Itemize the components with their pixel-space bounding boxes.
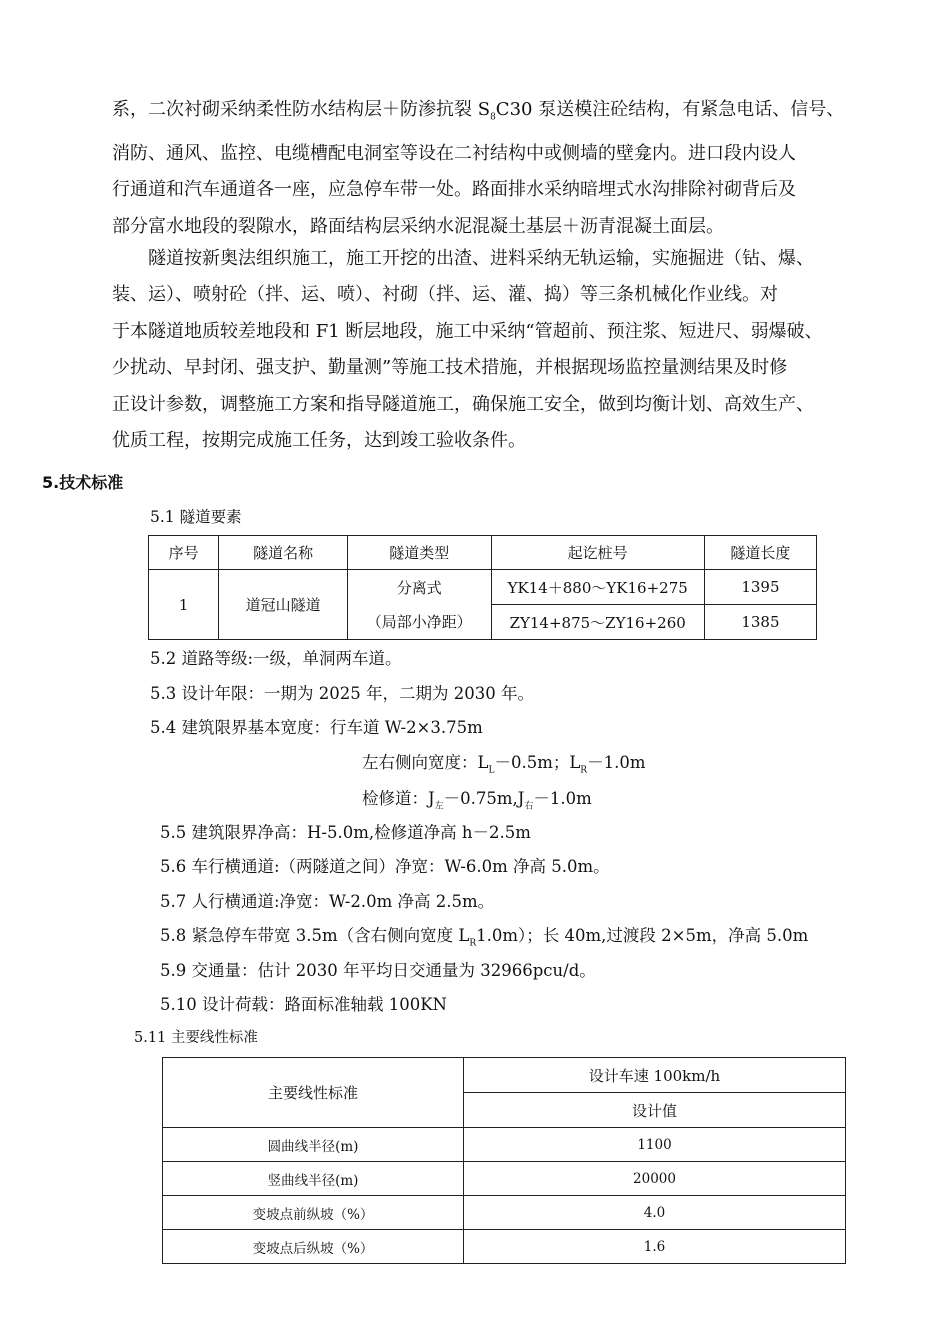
table-row: [163, 1230, 846, 1264]
standard-5-8: 5.8 紧急停车带宽 3.5m（含右侧向宽度 $L_R1.0m$）；长 40m,过渡段 2×5m，净高 5.0m: [160, 926, 809, 949]
standard-5-7: 5.7 人行横通道:净宽：W-2.0m 净高 2.5m。: [160, 892, 495, 911]
table-cell: 竖曲线半径(m): [163, 1162, 464, 1196]
table-header-row: [149, 536, 817, 570]
standard-5-4-maintenance-way: 检修道：$J_左-0.75m,J_右-1.0m$: [362, 789, 592, 812]
column-header: 设计车速 100km/h: [464, 1058, 846, 1093]
paragraph-construction: [112, 241, 872, 459]
column-header: 设计值: [464, 1093, 846, 1128]
text-line: 消防、通风、监控、电缆槽配电洞室等设在二衬结构中或侧墙的壁龛内。进口段内设人: [112, 143, 796, 164]
alignment-standards-table: [162, 1057, 846, 1264]
text-line: 少扰动、早封闭、强支护、勤量测”等施工技术措施，并根据现场监控量测结果及时修: [112, 357, 788, 379]
standard-5-4-lateral-width: 左右侧向宽度：$L_L-0.5m$；$L_R-1.0m$: [362, 753, 646, 776]
table-cell: 20000: [464, 1162, 846, 1196]
standard-5-2: 5.2 道路等级:一级，单洞两车道。: [150, 649, 402, 668]
column-header: 隧道长度: [704, 536, 816, 570]
table-cell: YK14＋880～YK16+275: [491, 570, 704, 605]
text-line: 正设计参数，调整施工方案和指导隧道施工，确保施工安全，做到均衡计划、高效生产、: [112, 393, 814, 415]
table-row: [163, 1128, 846, 1162]
text-line: 装、运）、喷射砼（拌、运、喷）、衬砌（拌、运、灌、捣）等三条机械化作业线。对: [112, 284, 778, 306]
table-cell: 圆曲线半径(m): [163, 1128, 464, 1162]
paragraph-drainage: [112, 92, 872, 245]
standard-5-4: 5.4 建筑限界基本宽度：行车道 W-2×3.75m: [150, 718, 483, 737]
text-line: 于本隧道地质较差地段和 F1 断层地段，施工中采纳“管超前、预注浆、短进尺、弱爆破、: [112, 320, 823, 342]
type-line: （局部小净距）: [366, 612, 472, 631]
subsection-title: 5.1 隧道要素: [150, 508, 242, 526]
column-header: 起讫桩号: [491, 536, 704, 570]
type-line: 分离式: [396, 578, 442, 597]
table-header-row: [163, 1058, 846, 1093]
standard-5-6: 5.6 车行横通道:（两隧道之间）净宽：W-6.0m 净高 5.0m。: [160, 857, 610, 876]
standard-5-10: 5.10 设计荷载：路面标准轴载 100KN: [160, 995, 447, 1014]
table-cell-type: [347, 570, 491, 640]
column-header: 序号: [149, 536, 219, 570]
table-cell: ZY14+875～ZY16+260: [491, 605, 704, 640]
table-cell: 4.0: [464, 1196, 846, 1230]
table-cell: 1100: [464, 1128, 846, 1162]
column-header: 主要线性标准: [163, 1058, 464, 1128]
text-line: 优质工程，按期完成施工任务，达到竣工验收条件。: [112, 430, 526, 452]
table-cell: 变坡点后纵坡（%）: [163, 1230, 464, 1264]
standard-5-5: 5.5 建筑限界净高：H-5.0m,检修道净高 h－2.5m: [160, 823, 531, 842]
column-header: 隧道类型: [347, 536, 491, 570]
text-line: 隧道按新奥法组织施工，施工开挖的出渣、进料采纳无轨运输，实施掘进（钻、爆、: [148, 248, 814, 269]
subsection-title: 5.11 主要线性标准: [134, 1030, 258, 1046]
text-line: 部分富水地段的裂隙水，路面结构层采纳水泥混凝土基层＋沥青混凝土面层。: [112, 215, 724, 237]
table-cell: 变坡点前纵坡（%）: [163, 1196, 464, 1230]
table-cell: 1395: [704, 570, 816, 605]
table-row: [163, 1162, 846, 1196]
table-cell: 1385: [704, 605, 816, 640]
table-row: [163, 1196, 846, 1230]
standard-5-3: 5.3 设计年限：一期为 2025 年，二期为 2030 年。: [150, 684, 534, 703]
table-row: [149, 570, 817, 605]
text-line: 系，二次衬砌采纳柔性防水结构层＋防渗抗裂 $S_8C30$ 泵送模注砼结构，有紧急电话、信号、: [112, 99, 845, 123]
tunnel-elements-table: [148, 535, 817, 640]
table-cell: 1.6: [464, 1230, 846, 1264]
column-header: 隧道名称: [219, 536, 348, 570]
table-cell: 道冠山隧道: [219, 570, 348, 640]
text-line: 行通道和汽车通道各一座，应急停车带一处。路面排水采纳暗埋式水沟排除衬砌背后及: [112, 179, 796, 201]
table-cell: 1: [149, 570, 219, 640]
standard-5-9: 5.9 交通量：估计 2030 年平均日交通量为 32966pcu/d。: [160, 961, 596, 980]
section-heading: 5.技术标准: [42, 473, 124, 492]
